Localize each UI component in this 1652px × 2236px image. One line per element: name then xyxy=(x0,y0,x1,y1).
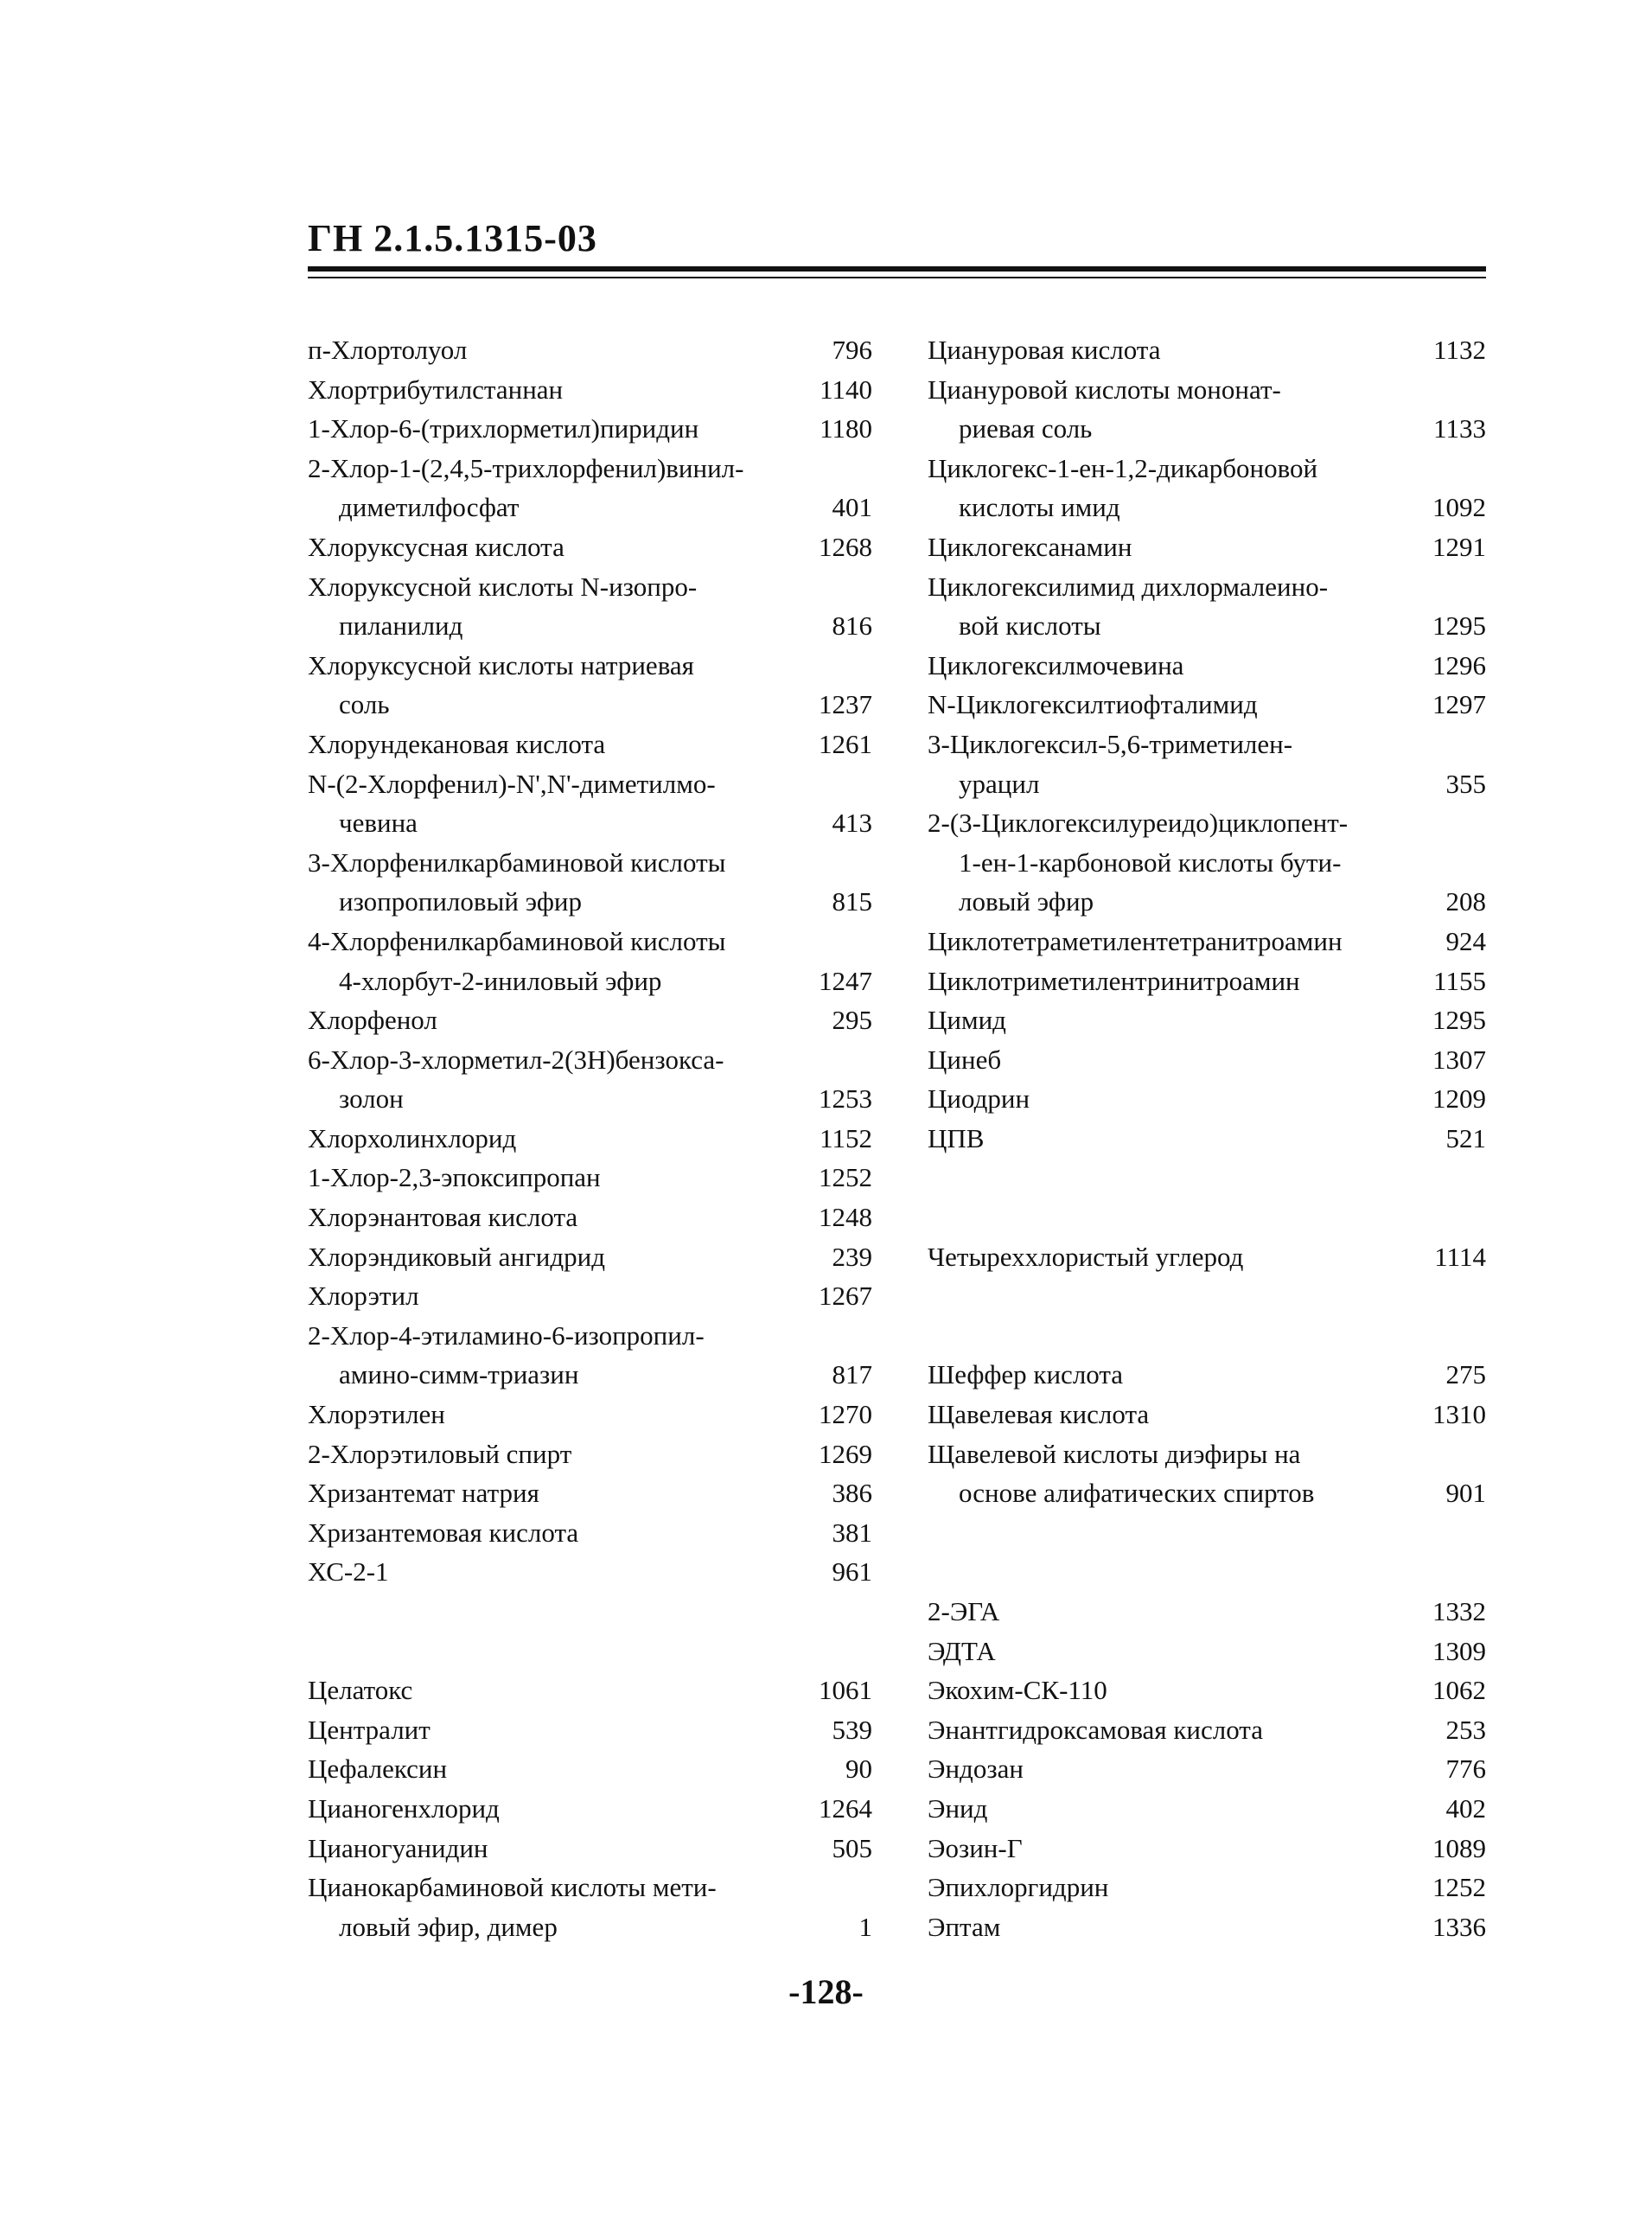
page-ref: 402 xyxy=(1445,1792,1486,1824)
entry-term xyxy=(928,1355,1486,1395)
page-ref: 1209 xyxy=(1432,1083,1486,1115)
index-entry xyxy=(308,330,872,370)
term-text: 1-ен-1-карбоновой кислоты бути- xyxy=(959,846,1342,878)
entry-term xyxy=(928,922,1486,961)
index-entry xyxy=(928,1671,1486,1710)
page-ref: 1332 xyxy=(1432,1596,1486,1626)
page-ref: 1252 xyxy=(1432,1872,1486,1903)
page-ref: 239 xyxy=(832,1241,872,1272)
page-ref: 1140 xyxy=(820,374,872,405)
right-column xyxy=(928,330,1486,1946)
page-ref: 381 xyxy=(832,1517,872,1548)
term-text: 2-Хлорэтиловый спирт xyxy=(308,1438,572,1469)
entry-term xyxy=(928,1789,1486,1829)
term-text: урацил xyxy=(959,768,1040,799)
page-ref: 539 xyxy=(832,1714,872,1745)
index-entry xyxy=(308,1552,872,1592)
entry-term xyxy=(308,1671,872,1710)
entry-term xyxy=(928,1434,1486,1474)
term-text: Энантгидроксамовая кислота xyxy=(928,1714,1263,1745)
index-entry xyxy=(928,1749,1486,1789)
entry-term xyxy=(308,725,872,764)
term-text: Циклогексилмочевина xyxy=(928,649,1184,680)
entry-term xyxy=(308,1000,872,1040)
entry-term-continuation xyxy=(928,764,1486,804)
page-ref: 521 xyxy=(1445,1122,1486,1153)
index-entry xyxy=(928,1434,1486,1513)
index-entry xyxy=(928,449,1486,527)
entry-term xyxy=(928,961,1486,1001)
term-text: амино-симм-триазин xyxy=(339,1359,579,1390)
term-text: п-Хлортолуол xyxy=(308,335,468,365)
term-text: Щавелевая кислота xyxy=(928,1399,1150,1430)
entry-term xyxy=(928,527,1486,567)
entry-term xyxy=(928,1749,1486,1789)
term-text: 2-Хлор-4-этиламино-6-изопропил- xyxy=(308,1319,705,1351)
term-text: Эпихлоргидрин xyxy=(928,1872,1109,1903)
term-text: риевая соль xyxy=(959,413,1093,444)
page-ref: 924 xyxy=(1445,925,1486,956)
term-text: Хлорэтилен xyxy=(308,1399,445,1430)
index-entry xyxy=(928,1355,1486,1395)
term-text: ЦПВ xyxy=(928,1122,985,1153)
term-text: Хлорэнантовая кислота xyxy=(308,1202,578,1233)
page-ref: 1253 xyxy=(819,1083,872,1115)
index-entry xyxy=(308,1276,872,1316)
term-text: основе алифатических спиртов xyxy=(959,1478,1315,1509)
entry-term-continuation xyxy=(308,606,872,646)
page-ref: 1295 xyxy=(1432,610,1486,642)
page-ref: 1 xyxy=(858,1911,872,1942)
term-text: золон xyxy=(339,1083,404,1115)
index-entry xyxy=(308,449,872,527)
entry-term xyxy=(308,1434,872,1474)
index-entry xyxy=(308,1198,872,1237)
group-spacer xyxy=(928,1276,1486,1355)
index-entry xyxy=(928,646,1486,686)
index-entry xyxy=(928,803,1486,922)
page-ref: 1133 xyxy=(1433,413,1486,444)
term-text: Циклогекс-1-ен-1,2-дикарбоновой xyxy=(928,452,1318,483)
page-ref: 1264 xyxy=(819,1792,872,1824)
term-text: Цианогуанидин xyxy=(308,1832,488,1863)
entry-term-continuation xyxy=(308,1907,872,1947)
page-ref: 1092 xyxy=(1432,492,1486,523)
page-ref: 208 xyxy=(1445,886,1486,917)
entry-term xyxy=(928,1000,1486,1040)
page-ref: 1296 xyxy=(1432,649,1486,680)
entry-term xyxy=(928,1671,1486,1710)
entry-term xyxy=(308,1552,872,1592)
page-ref: 1061 xyxy=(819,1675,872,1706)
page-ref: 815 xyxy=(832,886,872,917)
term-text: Шеффер кислота xyxy=(928,1359,1124,1390)
term-text: Хлорфенол xyxy=(308,1005,437,1036)
page-ref: 1114 xyxy=(1434,1241,1486,1272)
page-ref: 1237 xyxy=(819,689,872,720)
entry-term xyxy=(308,1749,872,1789)
entry-term xyxy=(928,646,1486,686)
term-text: Циклотетраметилентетранитроамин xyxy=(928,925,1343,956)
index-entry xyxy=(308,1158,872,1198)
entry-term xyxy=(928,1632,1486,1671)
index-entry xyxy=(928,1237,1486,1277)
term-text: Эптам xyxy=(928,1911,1001,1942)
entry-term-continuation xyxy=(928,882,1486,922)
page-ref: 1307 xyxy=(1432,1044,1486,1075)
index-entry xyxy=(308,1395,872,1434)
page-number: -128- xyxy=(788,1972,864,2011)
entry-term xyxy=(928,803,1486,843)
term-text: Цианокарбаминовой кислоты мети- xyxy=(308,1872,717,1903)
index-entry xyxy=(928,370,1486,449)
term-text: 6-Хлор-3-хлорметил-2(3Н)бензокса- xyxy=(308,1044,724,1075)
term-text: N-(2-Хлорфенил)-N',N'-диметилмо- xyxy=(308,768,716,799)
entry-term-continuation xyxy=(308,1079,872,1119)
term-text: 1-Хлор-2,3-эпоксипропан xyxy=(308,1162,601,1193)
page-ref: 355 xyxy=(1445,768,1486,799)
entry-term xyxy=(928,1710,1486,1750)
entry-term xyxy=(928,1040,1486,1080)
term-text: Хлоруксусная кислота xyxy=(308,531,564,562)
page-ref: 1310 xyxy=(1432,1399,1486,1430)
term-text: Циануровой кислоты мононат- xyxy=(928,374,1281,405)
entry-term-continuation xyxy=(308,803,872,843)
entry-term xyxy=(928,1237,1486,1277)
index-entry xyxy=(308,1473,872,1513)
left-group-1 xyxy=(308,330,872,1592)
term-text: ловый эфир, димер xyxy=(339,1911,558,1942)
term-text: Четыреххлористый углерод xyxy=(928,1241,1244,1272)
entry-term xyxy=(928,330,1486,370)
entry-term xyxy=(308,1198,872,1237)
term-text: Циклотриметилентринитроамин xyxy=(928,965,1300,996)
left-column xyxy=(308,330,872,1946)
term-text: ХС-2-1 xyxy=(308,1556,389,1588)
term-text: пиланилид xyxy=(339,610,463,642)
index-entry xyxy=(928,330,1486,370)
term-text: Цинеб xyxy=(928,1044,1002,1075)
entry-term xyxy=(308,1040,872,1080)
index-entry xyxy=(928,527,1486,567)
term-text: Цефалексин xyxy=(308,1754,448,1785)
index-entry xyxy=(308,1710,872,1750)
index-entry xyxy=(928,1000,1486,1040)
left-group-2 xyxy=(308,1671,872,1946)
term-text: Хлортрибутилстаннан xyxy=(308,374,564,405)
term-text: 2-(3-Циклогексилуреидо)циклопент- xyxy=(928,808,1349,839)
index-entry xyxy=(308,1119,872,1159)
index-entry xyxy=(928,725,1486,803)
page-ref: 401 xyxy=(832,492,872,523)
term-text: 2-ЭГА xyxy=(928,1596,1000,1626)
header-rule-thin xyxy=(308,277,1486,278)
group-spacer xyxy=(928,1513,1486,1592)
term-text: Щавелевой кислоты диэфиры на xyxy=(928,1438,1301,1469)
entry-term-continuation xyxy=(308,882,872,922)
term-text: 3-Хлорфенилкарбаминовой кислоты xyxy=(308,846,726,878)
page-ref: 1336 xyxy=(1432,1911,1486,1942)
entry-term xyxy=(308,1276,872,1316)
entry-term-continuation xyxy=(928,409,1486,449)
page-ref: 505 xyxy=(832,1832,872,1863)
document-header: ГН 2.1.5.1315-03 xyxy=(308,217,597,259)
index-entry xyxy=(308,1237,872,1277)
term-text: соль xyxy=(339,689,390,720)
index-entry xyxy=(308,1316,872,1395)
page-ref: 1247 xyxy=(819,965,872,996)
index-entry xyxy=(928,1632,1486,1671)
entry-term xyxy=(928,567,1486,607)
page-ref: 386 xyxy=(832,1478,872,1509)
entry-term xyxy=(308,1316,872,1356)
term-text: Энид xyxy=(928,1792,988,1824)
entry-term xyxy=(928,1079,1486,1119)
term-text: Централит xyxy=(308,1714,431,1745)
index-entry xyxy=(928,1868,1486,1907)
page-ref: 1089 xyxy=(1432,1832,1486,1863)
term-text: Экохим-СК-110 xyxy=(928,1675,1107,1706)
term-text: Хризантемовая кислота xyxy=(308,1517,579,1548)
page-ref: 1062 xyxy=(1432,1675,1486,1706)
entry-term-continuation xyxy=(308,488,872,527)
term-text: вой кислоты xyxy=(959,610,1101,642)
index-entry xyxy=(308,922,872,1000)
term-text: Цианогенхлорид xyxy=(308,1792,500,1824)
index-entry xyxy=(308,370,872,410)
entry-term xyxy=(928,449,1486,489)
term-text: Цимид xyxy=(928,1005,1006,1036)
term-text: Эндозан xyxy=(928,1754,1024,1785)
page-ref: 1291 xyxy=(1432,531,1486,562)
entry-term xyxy=(928,725,1486,764)
entry-term xyxy=(308,1868,872,1907)
index-entry xyxy=(928,1789,1486,1829)
term-text: Целатокс xyxy=(308,1675,413,1706)
term-text: диметилфосфат xyxy=(339,492,520,523)
term-text: Хлорундекановая кислота xyxy=(308,728,606,759)
entry-term-continuation xyxy=(928,488,1486,527)
index-entry xyxy=(308,1434,872,1474)
page-ref: 1309 xyxy=(1432,1635,1486,1666)
term-text: Циклогексанамин xyxy=(928,531,1132,562)
index-entry xyxy=(308,1829,872,1869)
entry-term xyxy=(308,370,872,410)
page-ref: 817 xyxy=(832,1359,872,1390)
entry-term xyxy=(308,646,872,686)
page-ref: 961 xyxy=(832,1556,872,1588)
term-text: 4-хлорбут-2-иниловый эфир xyxy=(339,965,662,996)
entry-term xyxy=(308,527,872,567)
term-text: 2-Хлор-1-(2,4,5-трихлорфенил)винил- xyxy=(308,452,744,483)
page-ref: 1295 xyxy=(1432,1005,1486,1036)
entry-term-continuation xyxy=(308,1355,872,1395)
page-ref: 1267 xyxy=(819,1281,872,1312)
term-text: 4-Хлорфенилкарбаминовой кислоты xyxy=(308,925,726,956)
entry-term xyxy=(308,1710,872,1750)
page-ref: 253 xyxy=(1445,1714,1486,1745)
index-entry xyxy=(928,1119,1486,1159)
entry-term xyxy=(308,764,872,804)
index-entry xyxy=(308,1513,872,1553)
index-entry xyxy=(308,1749,872,1789)
page-ref: 1152 xyxy=(820,1122,872,1153)
right-group-4 xyxy=(928,1592,1486,1946)
entry-term xyxy=(308,449,872,489)
term-text: Эозин-Г xyxy=(928,1832,1023,1863)
page-ref: 776 xyxy=(1445,1754,1486,1785)
index-entry xyxy=(928,961,1486,1001)
page-ref: 816 xyxy=(832,610,872,642)
term-text: Хлорэтил xyxy=(308,1281,419,1312)
page-ref: 1261 xyxy=(819,728,872,759)
index-entry xyxy=(928,1907,1486,1947)
index-entry xyxy=(308,527,872,567)
right-group-2 xyxy=(928,1237,1486,1277)
term-text: N-Циклогексилтиофталимид xyxy=(928,689,1258,720)
index-entry xyxy=(308,409,872,449)
term-text: Хризантемат натрия xyxy=(308,1478,539,1509)
term-text: Циодрин xyxy=(928,1083,1030,1115)
index-entry xyxy=(308,567,872,646)
entry-term-continuation xyxy=(928,1473,1486,1513)
index-entry xyxy=(928,1395,1486,1434)
entry-term xyxy=(928,1119,1486,1159)
page-ref: 796 xyxy=(832,335,872,365)
entry-term xyxy=(308,1513,872,1553)
entry-term xyxy=(308,1237,872,1277)
entry-term xyxy=(308,1473,872,1513)
entry-term xyxy=(928,1829,1486,1869)
page-ref: 413 xyxy=(832,808,872,839)
entry-term xyxy=(308,1119,872,1159)
term-text: Хлоруксусной кислоты натриевая xyxy=(308,649,694,680)
index-entry xyxy=(308,1868,872,1946)
term-text: 3-Циклогексил-5,6-триметилен- xyxy=(928,728,1293,759)
index-entry xyxy=(308,764,872,843)
entry-term xyxy=(308,843,872,883)
entry-term-continuation xyxy=(308,685,872,725)
term-text: Хлоруксусной кислоты N-изопро- xyxy=(308,571,698,602)
term-text: ЭДТА xyxy=(928,1635,996,1666)
page-ref: 90 xyxy=(845,1754,872,1785)
index-entry xyxy=(928,922,1486,961)
term-text: кислоты имид xyxy=(959,492,1120,523)
entry-term xyxy=(308,330,872,370)
right-group-3 xyxy=(928,1355,1486,1512)
index-entry xyxy=(308,1040,872,1119)
entry-term xyxy=(308,1789,872,1829)
page-ref: 1268 xyxy=(819,531,872,562)
term-text: чевина xyxy=(339,808,418,839)
page-ref: 275 xyxy=(1445,1359,1486,1390)
entry-term xyxy=(308,1829,872,1869)
page-ref: 1180 xyxy=(820,413,872,444)
index-entry xyxy=(928,1040,1486,1080)
entry-term xyxy=(928,685,1486,725)
entry-term xyxy=(928,370,1486,410)
page-ref: 901 xyxy=(1445,1478,1486,1509)
page-ref: 1248 xyxy=(819,1202,872,1233)
entry-term xyxy=(308,1395,872,1434)
entry-term xyxy=(308,567,872,607)
index-entry xyxy=(308,725,872,764)
page-ref: 1270 xyxy=(819,1399,872,1430)
entry-term-continuation xyxy=(308,961,872,1001)
index-entry xyxy=(928,1710,1486,1750)
entry-term xyxy=(308,922,872,961)
page-ref: 1252 xyxy=(819,1162,872,1193)
page-ref: 1297 xyxy=(1432,689,1486,720)
page-ref: 295 xyxy=(832,1005,872,1036)
entry-term xyxy=(928,1395,1486,1434)
index-entry xyxy=(928,1829,1486,1869)
group-spacer xyxy=(308,1592,872,1671)
entry-term xyxy=(308,1158,872,1198)
entry-term-continuation xyxy=(928,843,1486,883)
index-entry xyxy=(308,1000,872,1040)
entry-term-continuation xyxy=(928,606,1486,646)
index-entry xyxy=(308,1789,872,1829)
index-entry xyxy=(308,843,872,922)
term-text: Циануровая кислота xyxy=(928,335,1161,365)
index-entry xyxy=(308,1671,872,1710)
index-entry xyxy=(928,1079,1486,1119)
right-group-1 xyxy=(928,330,1486,1158)
index-entry xyxy=(308,646,872,725)
term-text: Хлорэндиковый ангидрид xyxy=(308,1241,605,1272)
term-text: Циклогексилимид дихлормалеино- xyxy=(928,571,1329,602)
entry-term xyxy=(308,409,872,449)
header-rule-thick xyxy=(308,266,1486,272)
term-text: Хлорхолинхлорид xyxy=(308,1122,517,1153)
index-entry xyxy=(928,567,1486,646)
index-entry xyxy=(928,1592,1486,1632)
page-ref: 1132 xyxy=(1433,335,1486,365)
term-text: ловый эфир xyxy=(959,886,1094,917)
term-text: изопропиловый эфир xyxy=(339,886,582,917)
entry-term xyxy=(928,1592,1486,1632)
page-ref: 1269 xyxy=(819,1438,872,1469)
page-ref: 1155 xyxy=(1433,965,1486,996)
group-spacer xyxy=(928,1158,1486,1236)
index-entry xyxy=(928,685,1486,725)
entry-term xyxy=(928,1868,1486,1907)
entry-term xyxy=(928,1907,1486,1947)
term-text: 1-Хлор-6-(трихлорметил)пиридин xyxy=(308,413,699,444)
